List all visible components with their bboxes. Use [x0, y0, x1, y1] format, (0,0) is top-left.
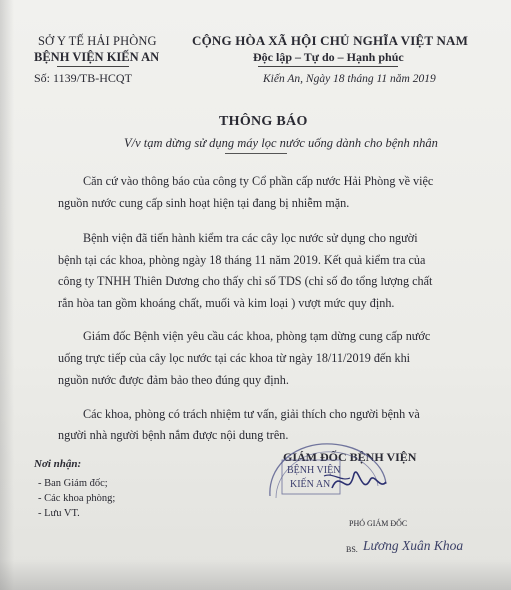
seal-icon: [262, 438, 392, 518]
body-paragraph-4-line-2: người nhà người bệnh nắm được nội dung trên.: [58, 428, 289, 442]
seal-text-line-2: KIẾN AN: [290, 479, 331, 490]
document-subject: V/v tạm dừng sử dụng máy lọc nước uống dành cho bệnh nhân: [124, 136, 438, 150]
page-shadow-left: [0, 0, 14, 590]
subject-rule: [225, 153, 287, 154]
signer-role: PHÓ GIÁM ĐỐC: [349, 519, 408, 528]
header-right-rule: [258, 66, 398, 67]
page-shadow-bottom: [0, 560, 511, 590]
header-left-rule: [57, 66, 129, 67]
official-seal: [262, 438, 392, 518]
body-paragraph-2-line-2: bệnh tại các khoa, phòng ngày 18 tháng 11 năm 2019. Kết quả kiểm tra của: [58, 253, 426, 267]
agency-name: SỞ Y TẾ HẢI PHÒNG: [38, 34, 157, 48]
body-paragraph-4-line-1: Các khoa, phòng có trách nhiệm tư vấn, giải thích cho người bệnh và: [83, 407, 420, 421]
signer-name: Lương Xuân Khoa: [363, 538, 464, 553]
place-date: Kiến An, Ngày 18 tháng 11 năm 2019: [263, 73, 436, 85]
body-paragraph-2-line-1: Bệnh viện đã tiến hành kiểm tra các cây lọc nước sử dụng cho người: [83, 231, 418, 245]
body-paragraph-2-line-4: rắn hòa tan gồm khoáng chất, muối và kim loại ) vượt mức quy định.: [58, 296, 395, 310]
body-paragraph-3-line-1: Giám đốc Bệnh viện yêu cầu các khoa, phòng tạm dừng cung cấp nước: [83, 329, 431, 343]
nation-name: CỘNG HÒA XÃ HỘI CHỦ NGHĨA VIỆT NAM: [192, 33, 469, 48]
body-paragraph-3-line-3: nguồn nước được đảm bảo theo đúng quy định.: [58, 373, 289, 387]
body-paragraph-1-line-2: nguồn nước cung cấp sinh hoạt hiện tại đang bị nhiễm mặn.: [58, 196, 350, 210]
document-title: THÔNG BÁO: [219, 114, 308, 129]
body-paragraph-2-line-3: công ty TNHH Thiên Dương cho thấy chỉ số TDS (chỉ số đo tổng lượng chất: [58, 274, 433, 288]
recipient-item: - Lưu VT.: [38, 508, 80, 519]
recipient-item: - Ban Giám đốc;: [38, 478, 108, 489]
body-paragraph-1-line-1: Căn cứ vào thông báo của công ty Cổ phần cấp nước Hải Phòng về việc: [83, 174, 434, 188]
signature-title: GIÁM ĐỐC BỆNH VIỆN: [283, 450, 417, 464]
document-number: Số: 1139/TB-HCQT: [34, 71, 132, 85]
seal-text-line-1: BỆNH VIỆN: [287, 465, 341, 476]
signer-name-prefix: BS.: [346, 545, 358, 554]
recipients-label: Nơi nhận:: [34, 458, 82, 470]
hospital-name: BỆNH VIỆN KIẾN AN: [34, 50, 160, 64]
body-paragraph-3-line-2: uống trực tiếp của cây lọc nước tại các khoa từ ngày 18/11/2019 đến khi: [58, 351, 411, 365]
national-motto: Độc lập – Tự do – Hạnh phúc: [253, 50, 404, 64]
recipient-item: - Các khoa phòng;: [38, 493, 116, 504]
